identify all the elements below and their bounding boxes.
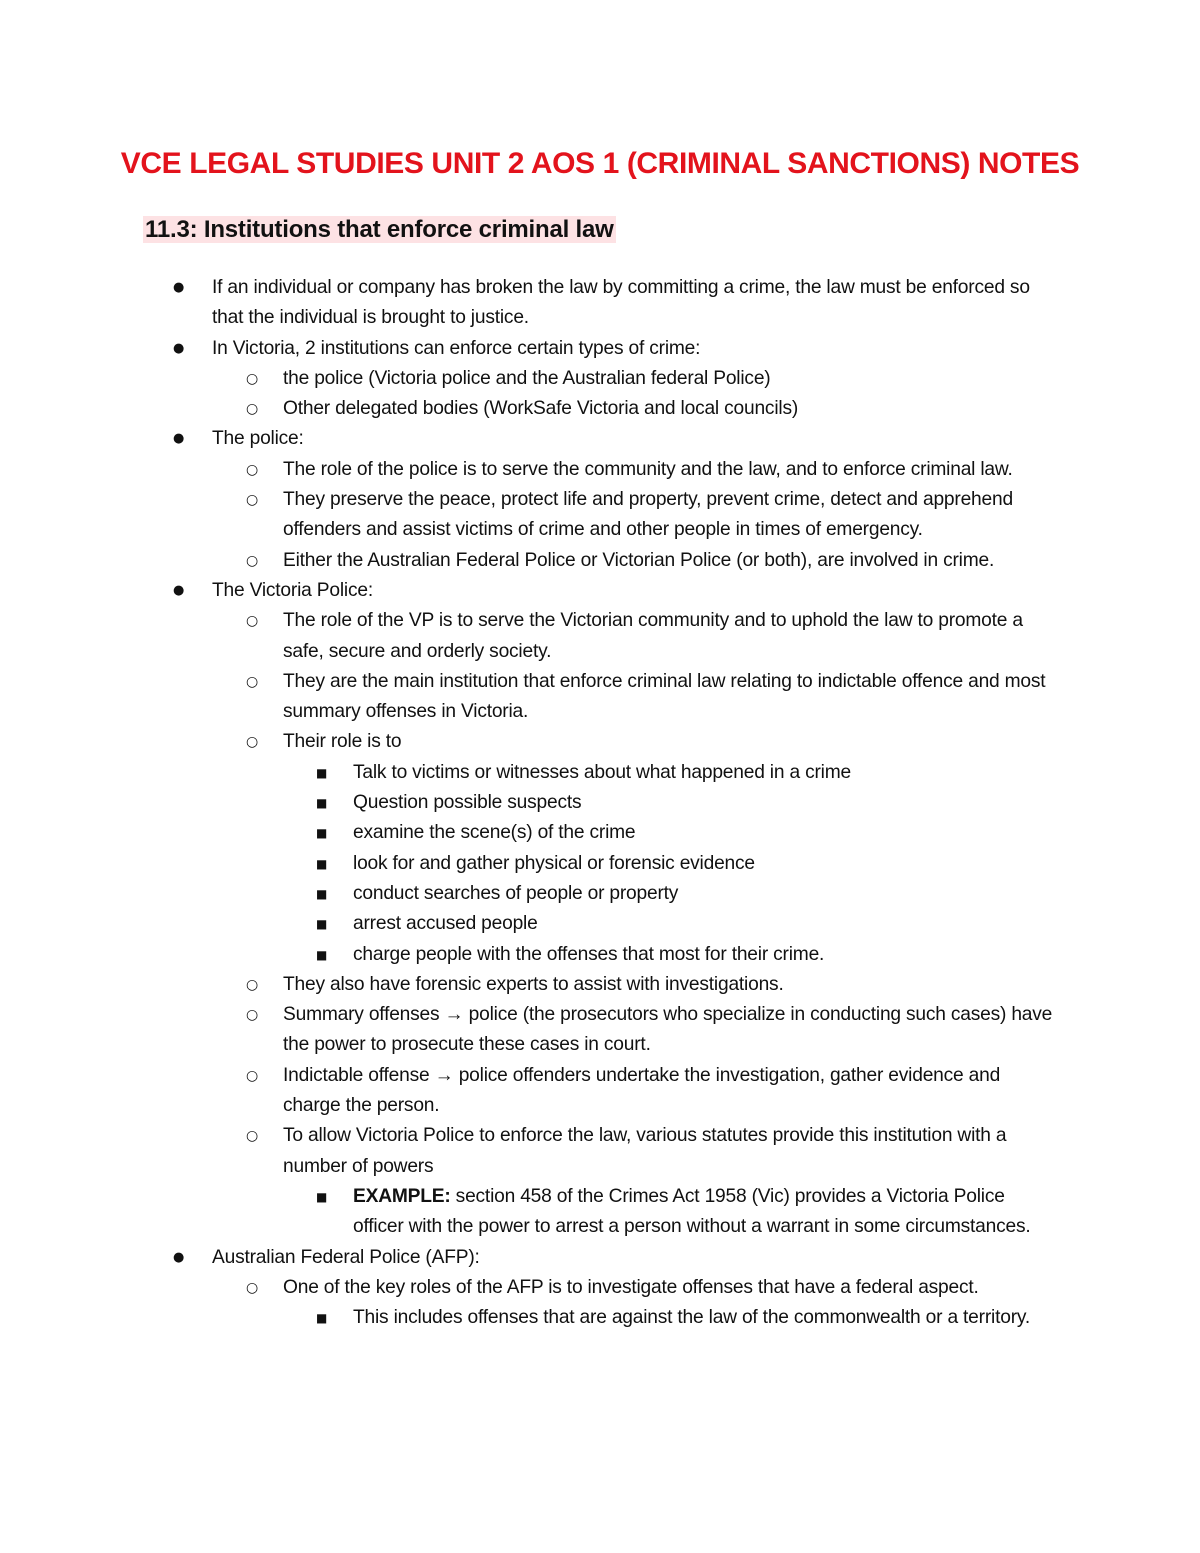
section-heading bbox=[143, 212, 616, 248]
example-label: EXAMPLE: bbox=[353, 1185, 451, 1207]
list-item-text: look for and gather physical or forensic evidence bbox=[353, 852, 755, 874]
list-item-level-2 bbox=[0, 394, 1200, 424]
bullet-icon: ■ bbox=[316, 796, 328, 811]
list-item-level-1 bbox=[0, 273, 1200, 334]
bullet-icon: ○ bbox=[246, 552, 259, 569]
list-item-level-3 bbox=[0, 758, 1200, 788]
list-item-level-3 bbox=[0, 909, 1200, 939]
bullet-icon: ● bbox=[173, 280, 185, 295]
list-item-text: This includes offenses that are against the law of the commonwealth or a territory. bbox=[353, 1307, 1030, 1329]
bullet-icon: ■ bbox=[316, 856, 328, 871]
list-item-text: charge people with the offenses that most for their crime. bbox=[353, 943, 825, 965]
list-item-text: Summary offenses → police (the prosecutors who specialize in conducting such cases) have the power to prosecute these cases in court. bbox=[283, 1004, 1053, 1056]
list-item-level-3 bbox=[0, 940, 1200, 970]
bullet-icon: ○ bbox=[246, 673, 259, 690]
list-item-text: conduct searches of people or property bbox=[353, 882, 679, 904]
bullet-icon: ● bbox=[173, 340, 185, 356]
bullet-icon: ■ bbox=[316, 886, 328, 901]
list-item-level-3 bbox=[0, 849, 1200, 879]
bullet-icon: ● bbox=[173, 431, 185, 447]
bullet-icon: ● bbox=[173, 582, 185, 598]
bullet-icon: ○ bbox=[246, 401, 259, 418]
list-item-level-2 bbox=[0, 1061, 1200, 1122]
list-item-level-3 bbox=[0, 1182, 1200, 1243]
list-item-level-2 bbox=[0, 727, 1200, 757]
list-item-level-2 bbox=[0, 485, 1200, 546]
section-heading-text: 11.3: Institutions that enforce criminal law bbox=[145, 216, 614, 243]
list-item-text: In Victoria, 2 institutions can enforce certain types of crime: bbox=[212, 337, 701, 359]
bullet-icon: ■ bbox=[316, 765, 328, 780]
notes-list-container bbox=[0, 273, 1200, 1333]
list-item-text: They also have forensic experts to assist with investigations. bbox=[283, 973, 784, 995]
list-item-text: section 458 of the Crimes Act 1958 (Vic) provides a Victoria Police officer with the power to arrest a person without a warrant in some circumstances. bbox=[353, 1185, 1031, 1238]
bullet-icon: ○ bbox=[246, 976, 259, 993]
list-item-level-3 bbox=[0, 818, 1200, 848]
bullet-icon: ○ bbox=[246, 370, 259, 387]
list-item-level-2 bbox=[0, 1000, 1200, 1061]
list-item-level-2 bbox=[0, 455, 1200, 485]
list-item-level-1 bbox=[0, 1243, 1200, 1273]
list-item-level-2 bbox=[0, 606, 1200, 667]
document-title: VCE LEGAL STUDIES UNIT 2 AOS 1 (CRIMINAL SANCTIONS) NOTES bbox=[120, 147, 1080, 180]
list-item-level-2 bbox=[0, 970, 1200, 1000]
list-item-level-2 bbox=[0, 667, 1200, 728]
bullet-icon: ○ bbox=[246, 1279, 259, 1296]
bullet-icon: ○ bbox=[246, 492, 259, 509]
list-item-text: Either the Australian Federal Police or Victorian Police (or both), are involved in crime. bbox=[283, 549, 995, 571]
bullet-icon: ○ bbox=[246, 734, 259, 751]
bullet-icon: ● bbox=[173, 1249, 185, 1265]
list-item-text: Talk to victims or witnesses about what happened in a crime bbox=[353, 761, 851, 783]
bullet-icon: ○ bbox=[246, 461, 259, 478]
list-item-text: Question possible suspects bbox=[353, 792, 582, 814]
list-item-level-1 bbox=[0, 424, 1200, 454]
list-item-level-3 bbox=[0, 879, 1200, 909]
bullet-icon: ■ bbox=[316, 917, 328, 932]
list-item-level-2 bbox=[0, 1273, 1200, 1303]
list-item-text: Australian Federal Police (AFP): bbox=[212, 1246, 480, 1268]
bullet-icon: ○ bbox=[246, 1128, 259, 1145]
list-item-level-3 bbox=[0, 1303, 1200, 1333]
bullet-icon: ○ bbox=[246, 1067, 259, 1084]
list-item-text: The role of the police is to serve the community and the law, and to enforce criminal law. bbox=[283, 458, 1013, 480]
list-item-text: Other delegated bodies (WorkSafe Victoria and local councils) bbox=[283, 398, 799, 420]
notes-list bbox=[0, 273, 1200, 1333]
list-item-text: examine the scene(s) of the crime bbox=[353, 822, 636, 844]
list-item-level-2 bbox=[0, 1121, 1200, 1182]
list-item-text: They preserve the peace, protect life and property, prevent crime, detect and apprehend offenders and assist victims of crime and other people in times of emergency. bbox=[283, 489, 1013, 541]
list-item-level-2 bbox=[0, 546, 1200, 576]
bullet-icon: ○ bbox=[246, 613, 259, 630]
list-item-text: The role of the VP is to serve the Victorian community and to uphold the law to promote a safe, secure and orderly society. bbox=[283, 610, 1023, 662]
list-item-level-3 bbox=[0, 788, 1200, 818]
list-item-text: One of the key roles of the AFP is to investigate offenses that have a federal aspect. bbox=[283, 1276, 979, 1298]
list-item-text: They are the main institution that enforce criminal law relating to indictable offence and most summary offenses in Victoria. bbox=[283, 670, 1046, 723]
list-item-text: arrest accused people bbox=[353, 913, 538, 935]
list-item-level-1 bbox=[0, 334, 1200, 364]
list-item-level-2 bbox=[0, 364, 1200, 394]
list-item-text: the police (Victoria police and the Australian federal Police) bbox=[283, 367, 771, 389]
bullet-icon: ○ bbox=[246, 1007, 259, 1024]
list-item-text: Their role is to bbox=[283, 731, 402, 753]
list-item-text: The police: bbox=[212, 428, 304, 450]
list-item-text: If an individual or company has broken the law by committing a crime, the law must be enforced so that the individual is brought to justice. bbox=[212, 277, 1030, 329]
list-item-text: The Victoria Police: bbox=[212, 579, 373, 601]
bullet-icon: ■ bbox=[316, 1189, 328, 1204]
bullet-icon: ■ bbox=[316, 826, 328, 841]
bullet-icon: ■ bbox=[316, 947, 328, 962]
list-item-text: To allow Victoria Police to enforce the law, various statutes provide this institution with a number of powers bbox=[283, 1125, 1007, 1177]
list-item-text: Indictable offense → police offenders undertake the investigation, gather evidence and charge the person. bbox=[283, 1064, 1001, 1117]
bullet-icon: ■ bbox=[316, 1311, 328, 1326]
list-item-level-1 bbox=[0, 576, 1200, 606]
